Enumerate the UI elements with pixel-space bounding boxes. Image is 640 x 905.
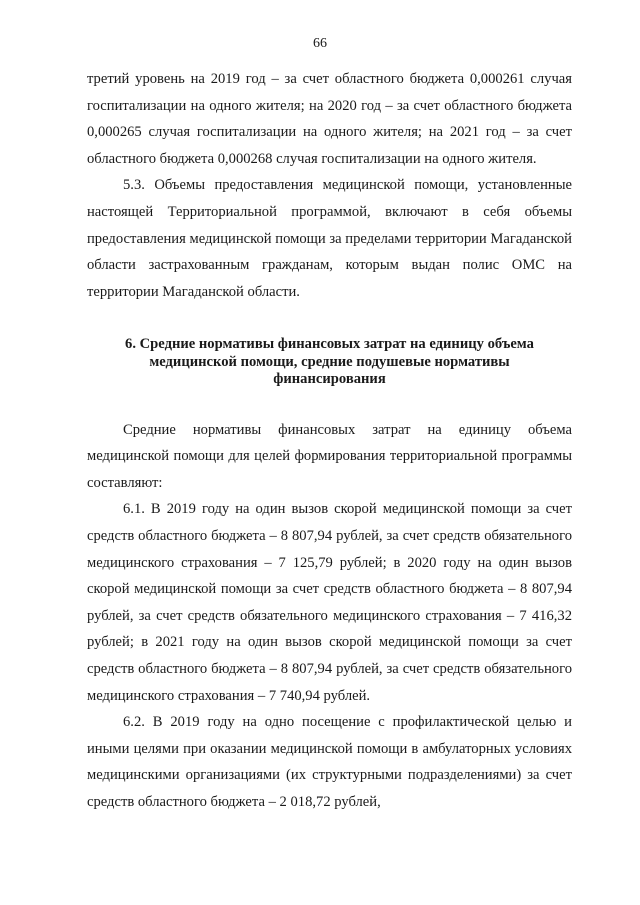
page-number: 66 <box>313 36 327 51</box>
paragraph-5-3: 5.3. Объемы предоставления медицинской помощи, установленные настоящей Территориальной программой, включают в себя объемы предоставления медицинской помощи за пределами территории Магаданской области застрахованным гражданам, которым выдан полис ОМС на территории Магаданской области. <box>87 177 572 300</box>
section-6-heading-line-2: медицинской помощи, средние подушевые нормативы <box>149 353 510 370</box>
document-body <box>87 66 572 815</box>
paragraph-6-2: 6.2. В 2019 году на одно посещение с профилактической целью и иными целями при оказании медицинской помощи в амбулаторных условиях медицинскими организациями (их структурными подразделениями) за счет средств областного бюджета – 2 018,72 рублей, <box>87 714 572 810</box>
paragraph-section-6-intro: Средние нормативы финансовых затрат на единицу объема медицинской помощи для целей формирования территориальной программы составляют: <box>87 421 572 491</box>
paragraph-hospitalization-third-level: третий уровень на 2019 год – за счет областного бюджета 0,000261 случая госпитализации на одного жителя; на 2020 год – за счет областного бюджета 0,000265 случая госпитализации на одного жителя; на 2021 год – за счет областного бюджета 0,000268 случая госпитализации на одного жителя. <box>87 71 572 167</box>
section-6-heading-line-1: 6. Средние нормативы финансовых затрат на единицу объема <box>125 336 534 353</box>
section-6-heading-line-3: финансирования <box>273 371 386 388</box>
paragraph-6-1: 6.1. В 2019 году на один вызов скорой медицинской помощи за счет средств областного бюджета – 8 807,94 рублей, за счет средств обязательного медицинского страхования – 7 125,79 рублей; в 2020 году на один вызов скорой медицинской помощи за счет средств областного бюджета – 8 807,94 рублей, за счет средств обязательного медицинского страхования – 7 416,32 рублей; в 2021 году на один вызов скорой медицинской помощи за счет средств областного бюджета – 8 807,94 рублей, за счет средств обязательного медицинского страхования – 7 740,94 рублей. <box>87 501 572 704</box>
section-6-heading <box>87 336 572 388</box>
